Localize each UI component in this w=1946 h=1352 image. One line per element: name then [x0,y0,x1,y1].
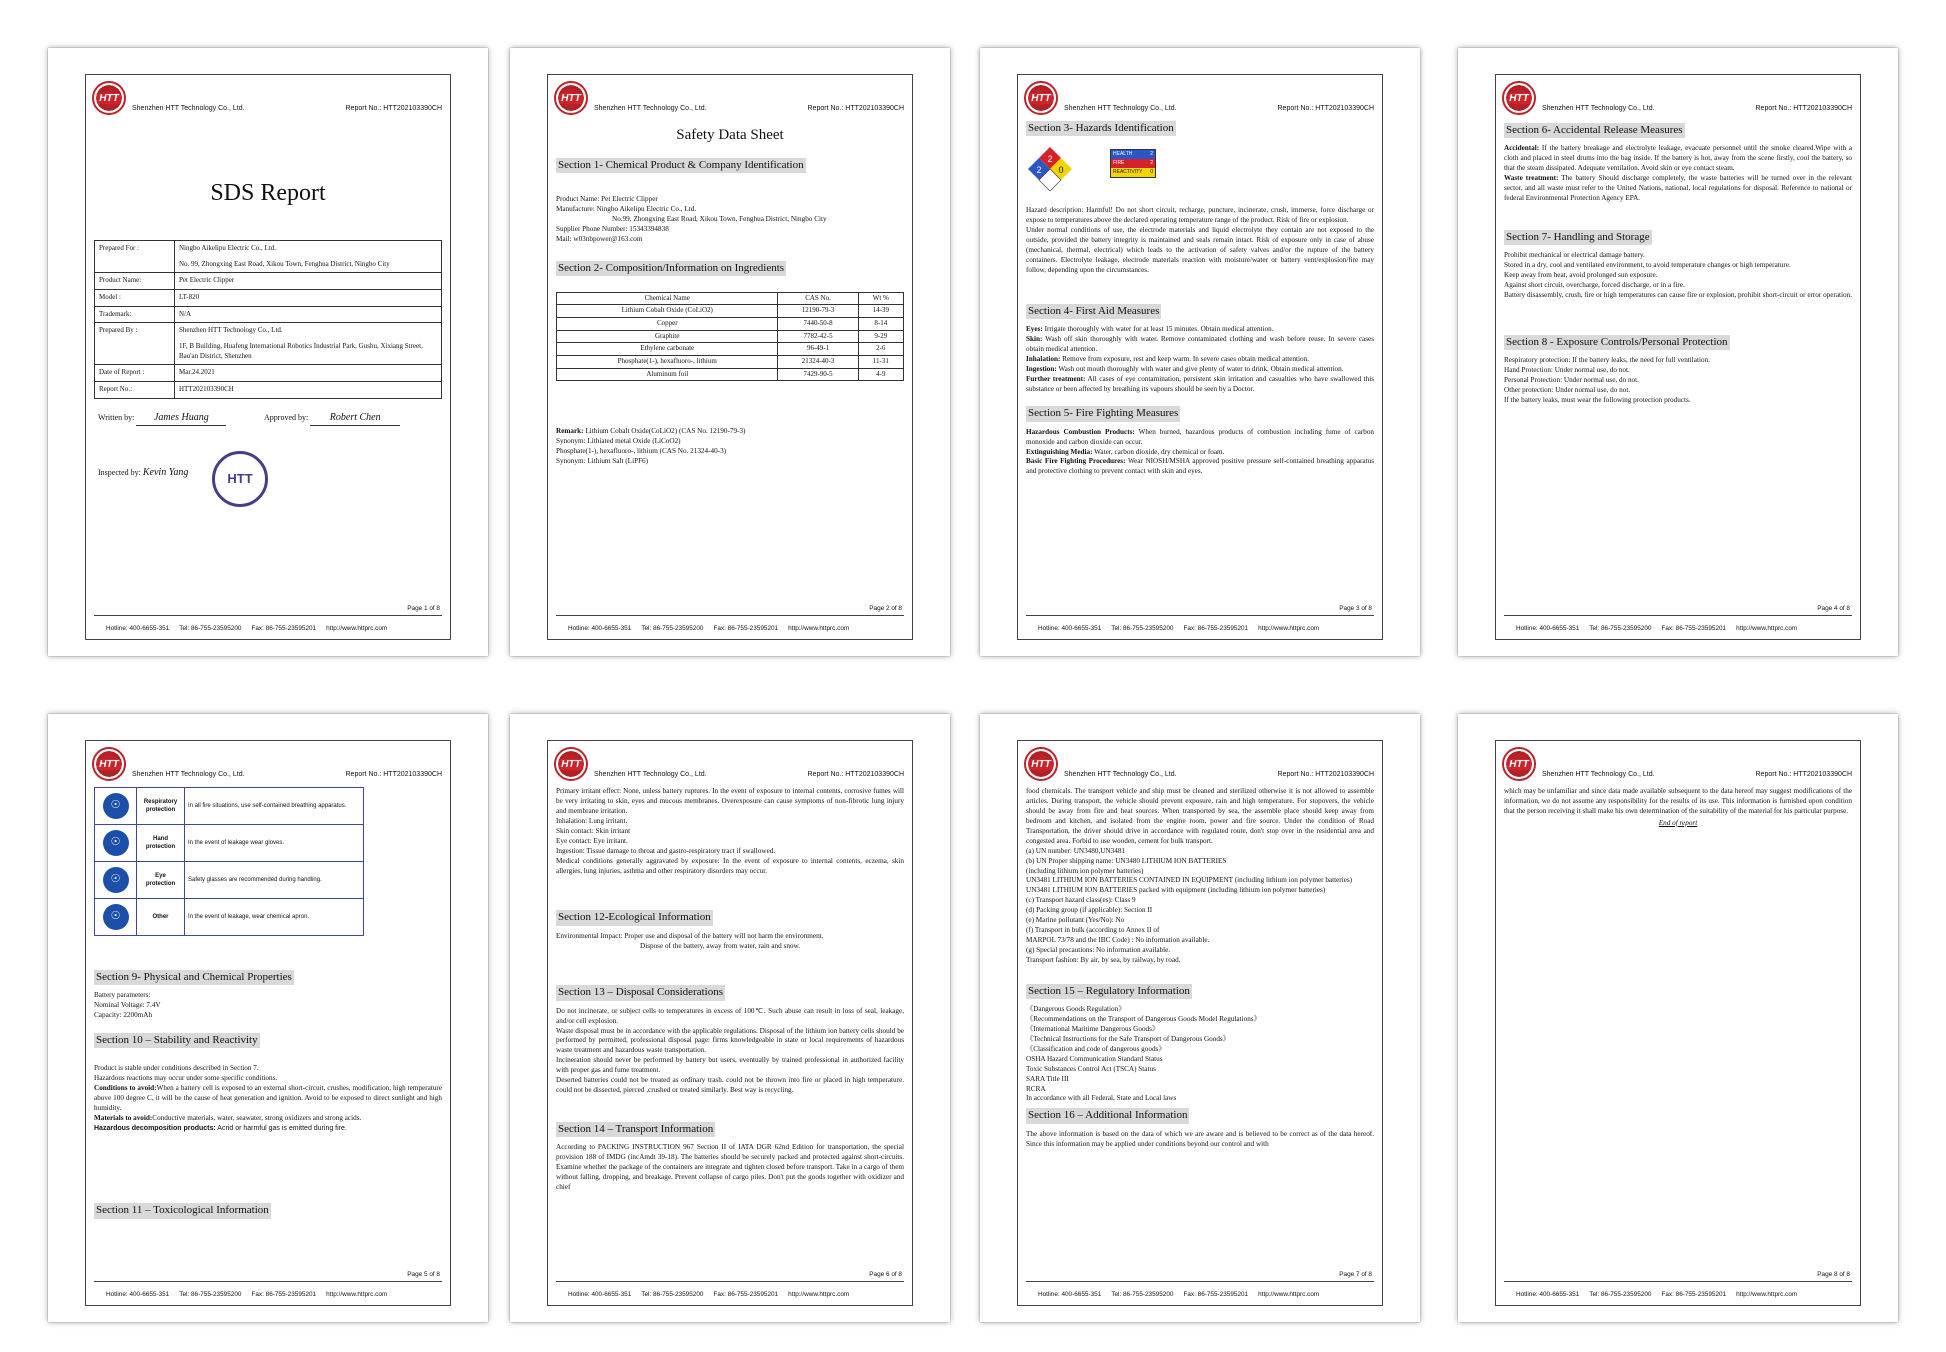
composition-table [556,292,904,382]
table-cell: Phosphate(1-), hexafluoro-, lithium [557,356,778,369]
ppe-name: Eye protection [137,862,185,899]
ppe-row [95,788,364,825]
info-value: Mar.24.2021 [175,365,442,382]
text-line: Waste disposal must be in accordance with the applicable regulations. Disposal of the lithium ion battery cells should be performed by permitted, professional disposal page: firms knowledgeable in state or local requirements of hazardous waste treatment and hazardous waste transportation. [556,1026,904,1055]
section-16-heading: Section 16 – Additional Information [1026,1108,1189,1123]
text-line: Toxic Substances Control Act (TSCA) Status [1026,1064,1156,1073]
text-line: OSHA Hazard Communication Standard Status [1026,1054,1163,1063]
info-value: LT-820 [175,290,442,307]
page-footer: Page 4 of 8 Hotline: 400-6655-351 Tel: 86-755-23595200 Fax: 86-755-23595201 http://www.httprc.com [1504,615,1852,637]
text-line: 《International Maritime Dangerous Goods》 [1026,1024,1160,1033]
ppe-name: Other [137,899,185,936]
page-header: HTT Shenzhen HTT Technology Co., Ltd. Report No.: HTT202103390CH [1022,79,1378,119]
page-footer: Page 6 of 8 Hotline: 400-6655-351 Tel: 86-755-23595200 Fax: 86-755-23595201 http://www.httprc.com [556,1281,904,1303]
sds-title: Safety Data Sheet [676,127,784,143]
page-4: HTT Shenzhen HTT Technology Co., Ltd. Report No.: HTT202103390CH Section 6- Accidental Release Measures Accidental: If the battery breakage and electrolyte leakage, evacuate personnel until the smoke cleared.Wipe with a cloth and placed in steel drums into the bag inside. If the battery is hot, away from the scene firstly, cool the battery, so that the steam dissipated. Adequate ventilation. Avoid skin or eye contact steam. Waste treatment: The battery Should discharge completely, the waste batteries will be turned over in the relevant sector, and all waste must refer to the United Nations, national, local regulations for disposal. Reference to national or federal Environmental Protection Agency EPA. Section 7- Handling and Storage Prohibit mechanical or electrical damage battery. Stored in a dry, cool and ventilated environment, to avoid temperature changes or high temperature. Keep away from heat, avoid prolonged sun exposure. Against short circuit, overcharge, forced discharge, or in a fire. Battery disassembly, crush, fire or high temperatures can cause fire or explosion, prohibit short-circuit or error operation. Section 8 - Exposure Controls/Personal Protection Respiratory protection: If the battery leaks, the need for full ventilation. Hand Protection: Under normal use, do not. Personal Protection: Under normal use, do not. Other protection: Under normal use, do not. If the battery leaks, must wear the following protection products. Page 4 of 8 Hotline: 400-6655-351 Tel: 86-755-23595200 Fax: 86-755-23595201 http://www.httprc.com [1458,48,1898,656]
end-of-report: End of report [1658,818,1698,827]
page-title: SDS Report [210,180,326,206]
table-header: Wt % [858,292,903,305]
info-label: Trademark: [95,306,175,323]
info-label: Model : [95,290,175,307]
ppe-name: Hand protection [137,825,185,862]
info-value: Pet Electric Clipper [175,273,442,290]
ppe-row [95,862,364,899]
text-line: UN3481 LITHIUM ION BATTERIES packed with equipment (including lithium ion polymer batteries) [1026,886,1326,895]
text-line: (b) UN Proper shipping name: UN3480 LITHIUM ION BATTERIES [1026,856,1227,865]
info-label: Prepared For : [95,241,175,273]
text-line: SARA Title III [1026,1074,1069,1083]
htt-logo-icon: HTT [1024,747,1058,781]
table-cell: 7429-90-5 [778,368,858,381]
ppe-icon: ☉ [103,830,129,856]
text-line: (f) Transport in bulk (according to Annex II of [1026,926,1160,935]
section-5-heading: Section 5- Fire Fighting Measures [1026,406,1180,421]
table-cell: 11-31 [858,356,903,369]
info-label: Prepared By : [95,323,175,365]
htt-logo-icon: HTT [1024,81,1058,115]
info-row [95,365,442,382]
table-cell: 2-6 [858,343,903,356]
page-number: Page 1 of 8 [407,605,440,612]
page-3: HTT Shenzhen HTT Technology Co., Ltd. Report No.: HTT202103390CH Section 3- Hazards Identification 2 2 0 HEALTH 2 FIRE 2 REACTIVITY 0 Hazard description: Harmful! Do not short circuit, recharge, puncture, incinerate, crush, immerse, force discharge or expose to temperatures above the declared operating temperature range of the product. Risk of fire or explosion. Under normal conditions of use, the electrode materials and liquid electrolyte they contain are not exposed to the outside, provided the battery integrity is maintained and seals remain intact. Risk of exposure only in case of abuse (mechanical, thermal, electrical) which leads to the activation of safety valves and/or the rupture of the battery containers. Electrolyte leakage, electrode materials reaction with moisture/water or battery vent/explosion/fire may follow, depending upon the circumstances. Section 4- First Aid Measures Eyes: Irrigate thoroughly with water for at least 15 minutes. Obtain medical attention. Skin: Wash off skin thoroughly with water. Remove contaminated clothing and wash before reuse. In severe cases obtain medical attention. Inhalation: Remove from exposure, rest and keep warm. In severe cases obtain medical attention. Ingestion: Wash out mouth thoroughly with water and give plenty of water to drink. Obtain medical attention. Further treatment: All cases of eye contamination, persistent skin irritation and casualties who have swallowed this substance or been affected by breathing its vapours should be seen by a Doctor. Section 5- Fire Fighting Measures Hazardous Combustion Products: When burned, hazardous products of combustion including fume of carbon monoxide and carbon dioxide can occur. Extinguishing Media: Water, carbon dioxide, dry chemical or foam. Basic Fire Fighting Procedures: Wear NIOSH/MSHA approved positive pressure self-contained breathing apparatus and protective clothing to prevent contact with skin and eyes. Page 3 of 8 Hotline: 400-6655-351 Tel: 86-755-23595200 Fax: 86-755-23595201 http://www.httprc.com [980,48,1420,656]
page-6: HTT Shenzhen HTT Technology Co., Ltd. Report No.: HTT202103390CH Primary irritant effect: None, unless battery ruptures. In the event of exposure to internal contents, corrosive fumes will be very irritating to skin, eyes and mucous membranes. Overexposure can cause symptoms of non-fibrotic lung injury and membrane irritation. Inhalation: Lung irritant. Skin contact: Skin irritant Eye contact: Eye irritant. Ingestion: Tissue damage to throat and gastro-respiratory tract if swallowed. Medical conditions generally aggravated by exposure: In the event of exposure to internal contents, eczema, skin allergies, lung injuries, asthma and other respiratory disorders may occur. Section 12-Ecological Information Environmental Impact: Proper use and disposal of the battery will not harm the environment. Dispose of the battery, away from water, rain and snow. Section 13 – Disposal Considerations Do not incinerate, or subject cells to temperatures in excess of 100℃. Such abuse can result in loss of seal, leakage, and/or cell explosion. Waste disposal must be in accordance with the applicable regulations. Disposal of the lithium ion battery cells should be performed by permitted, professional disposal page: firms knowledgeable in state or local requirements of hazardous waste treatment and hazardous waste transportation. Incineration should never be performed by battery but users, eventually by trained professional in authorized facility with proper gas and fume treatment. Deserted batteries could not be treated as ordinary trash. could not be thrown into fire or placed in high temperature. could not be dissected, pierced ,crushed or treated similarly. Best way is recycling. Section 14 – Transport Information According to PACKING INSTRUCTION 967 Section II of IATA DGR 62nd Edition for transportation, the special provision 188 of IMDG (incAmdt 39-18). The batteries should be securely packed and protected against short-circuits. Examine whether the package of the containers are integrate and tighten closed before transport. Take in a cargo of them without falling, dropping, and breakage. Prevent collapse of cargo piles. Don't put the goods together with oxidizer and chief Page 6 of 8 Hotline: 400-6655-351 Tel: 86-755-23595200 Fax: 86-755-23595201 http://www.httprc.com [510,714,950,1322]
table-cell: 7440-50-8 [778,318,858,331]
page-8: HTT Shenzhen HTT Technology Co., Ltd. Report No.: HTT202103390CH which may be unfamiliar and since data made available subsequent to the data hereof may suggest modifications of the information, we do not assume any responsibility for the results of its use. This information is furnished upon condition that the person receiving it shall make his own determination of the suitability of the material for his particular purpose. End of report Page 8 of 8 Hotline: 400-6655-351 Tel: 86-755-23595200 Fax: 86-755-23595201 http://www.httprc.com [1458,714,1898,1322]
ppe-text: In the event of leakage wear gloves. [185,825,364,862]
written-by: Written by: James Huang [98,411,226,426]
text-line: Personal Protection: Under normal use, do not. [1504,375,1639,384]
table-cell: 21324-40-3 [778,356,858,369]
table-cell: Ethylene carbonate [557,343,778,356]
table-cell: 96-49-1 [778,343,858,356]
inspected-by: Inspected by: Kevin Yang [98,467,189,478]
table-cell: Lithium Cobalt Oxide (CoLiO2) [557,305,778,318]
text-line: Stored in a dry, cool and ventilated environment, to avoid temperature changes or high temperature. [1504,260,1791,269]
text-line: RCRA [1026,1084,1046,1093]
text-line: Hand Protection: Under normal use, do not. [1504,365,1630,374]
text-line: Keep away from heat, avoid prolonged sun exposure. [1504,270,1658,279]
text-line: Incineration should never be performed by battery but users, eventually by trained professional in authorized facility with proper gas and fume treatment. [556,1056,904,1075]
text-line: Transport fashion: By air, by sea, by railway, by road. [1026,955,1181,964]
info-value: Shenzhen HTT Technology Co., Ltd. 1F, B Building, Huafeng International Robotics Industrial Park, Gushu, Xixiang Street, Bao'an District, Shenzhen [175,323,442,365]
section-14-heading: Section 14 – Transport Information [556,1122,715,1137]
ppe-name: Respiratory protection [137,788,185,825]
page-header: HTT Shenzhen HTT Technology Co., Ltd. Report No.: HTT202103390CH [1022,745,1378,785]
table-cell: Copper [557,318,778,331]
section-12-heading: Section 12-Ecological Information [556,910,713,925]
written-signature: James Huang [136,411,226,426]
table-cell: 12190-79-3 [778,305,858,318]
text-line: Other protection: Under normal use, do not. [1504,385,1631,394]
text-line: Do not incinerate, or subject cells to temperatures in excess of 100℃. Such abuse can result in loss of seal, leakage, and/or cell explosion. [556,1006,904,1025]
ppe-text: Safety glasses are recommended during handling. [185,862,364,899]
text-line: MARPOL 73/78 and the IBC Code) : No information available. [1026,936,1210,945]
text-line: UN3481 LITHIUM ION BATTERIES CONTAINED IN EQUIPMENT (including lithium ion polymer batteries) [1026,876,1353,885]
text-line: Respiratory protection: If the battery leaks, the need for full ventilation. [1504,355,1710,364]
company-stamp-icon: HTT [212,451,268,507]
ppe-text: In the event of leakage, wear chemical apron. [185,899,364,936]
ppe-row [95,899,364,936]
ppe-table [94,787,364,936]
text-line: (c) Transport hazard class(es): Class 9 [1026,896,1136,905]
table-cell: Aluminum foil [557,368,778,381]
table-cell: Graphite [557,330,778,343]
text-line: Skin contact: Skin irritant [556,826,631,835]
ppe-icon: ☉ [103,867,129,893]
nfpa-diamond-icon [1028,147,1072,191]
section-7-heading: Section 7- Handling and Storage [1504,230,1652,245]
hmis-label [1110,149,1156,178]
section-15-heading: Section 15 – Regulatory Information [1026,984,1192,999]
info-label: Date of Report : [95,365,175,382]
table-row [557,343,904,356]
text-line: (e) Marine pollutant (Yes/No): No [1026,916,1125,925]
table-row [557,356,904,369]
section-3-heading: Section 3- Hazards Identification [1026,121,1176,136]
page-footer: Page 5 of 8 Hotline: 400-6655-351 Tel: 86-755-23595200 Fax: 86-755-23595201 http://www.httprc.com [94,1281,442,1303]
table-cell: 8-14 [858,318,903,331]
section-10-heading: Section 10 – Stability and Reactivity [94,1033,260,1048]
page-footer: Page 2 of 8 Hotline: 400-6655-351 Tel: 86-755-23595200 Fax: 86-755-23595201 http://www.httprc.com [556,615,904,637]
section-1-heading: Section 1- Chemical Product & Company Identification [556,158,806,173]
text-line: 《Classification and code of dangerous goods》 [1026,1044,1166,1053]
info-row [95,241,442,273]
text-line: Against short circuit, overcharge, forced discharge, or in a fire. [1504,280,1685,289]
page-footer: Page 8 of 8 Hotline: 400-6655-351 Tel: 86-755-23595200 Fax: 86-755-23595201 http://www.httprc.com [1504,1281,1852,1303]
section-2-heading: Section 2- Composition/Information on Ingredients [556,261,786,276]
page-1 [48,48,488,656]
table-cell: 7782-42-5 [778,330,858,343]
info-row [95,382,442,399]
text-line: 《Recommendations on the Transport of Dangerous Goods Model Regulations》 [1026,1014,1261,1023]
report-info-table [94,240,442,399]
section-4-heading: Section 4- First Aid Measures [1026,304,1161,319]
page-header: HTT Shenzhen HTT Technology Co., Ltd. Report No.: HTT202103390CH [1500,745,1856,785]
info-value: N/A [175,306,442,323]
text-line: If the battery leaks, must wear the following protection products. [1504,395,1691,404]
page-footer: Page 1 of 8 Hotline: 400-6655-351 Tel: 86-755-23595200 Fax: 86-755-23595201 http://www.httprc.com [94,615,442,637]
htt-logo-icon: HTT [554,747,588,781]
ppe-row [95,825,364,862]
htt-logo-icon: HTT [1502,81,1536,115]
approved-by: Approved by: Robert Chen [264,411,400,426]
page-header: HTT Shenzhen HTT Technology Co., Ltd. Report No.: HTT202103390CH [552,79,908,119]
page-header: HTT Shenzhen HTT Technology Co., Ltd. Report No.: HTT202103390CH [552,745,908,785]
page-header [90,79,446,119]
text-line: Inhalation: Lung irritant. [556,816,628,825]
info-value: Ningbo Aikelipu Electric Co., Ltd. No. 99, Zhongxing East Road, Xikou Town, Fenghua District, Ningbo City [175,241,442,273]
text-line: Primary irritant effect: None, unless battery ruptures. In the event of exposure to internal contents, corrosive fumes will be very irritating to skin, eyes and mucous membranes. Overexposure can cause symptoms of non-fibrotic lung injury and membrane irritation. [556,787,904,815]
info-row [95,290,442,307]
text-line: Prohibit mechanical or electrical damage battery. [1504,250,1645,259]
ppe-icon: ☉ [103,904,129,930]
table-row [557,305,904,318]
info-row [95,306,442,323]
info-value: HTT202103390CH [175,382,442,399]
page-header: HTT Shenzhen HTT Technology Co., Ltd. Report No.: HTT202103390CH [90,745,446,785]
ppe-text: In all fire situations, use self-contained breathing apparatus. [185,788,364,825]
hmis-row: FIRE 2 [1113,160,1153,167]
htt-logo-icon: HTT [554,81,588,115]
text-line: (g) Special precautions: No information available. [1026,946,1171,954]
ppe-icon: ☉ [103,793,129,819]
page-header: HTT Shenzhen HTT Technology Co., Ltd. Report No.: HTT202103390CH [1500,79,1856,119]
htt-logo-icon: HTT [1502,747,1536,781]
text-line: (d) Packing group (if applicable): Section II [1026,906,1153,915]
table-cell: 9-29 [858,330,903,343]
text-line: Eye contact: Eye irritant. [556,836,628,845]
text-line: Ingestion: Tissue damage to throat and gastro-respiratory tract if swallowed. [556,846,776,855]
htt-logo-icon: HTT [92,81,126,115]
hmis-row: REACTIVITY 0 [1113,169,1153,176]
section-11-heading: Section 11 – Toxicological Information [94,1203,271,1218]
text-line: (including lithium ion polymer batteries) [1026,866,1144,875]
info-label: Product Name: [95,273,175,290]
page-footer: Page 7 of 8 Hotline: 400-6655-351 Tel: 86-755-23595200 Fax: 86-755-23595201 http://www.httprc.com [1026,1281,1374,1303]
text-line: 《Technical Instructions for the Safe Transport of Dangerous Goods》 [1026,1034,1230,1043]
table-header: CAS No. [778,292,858,305]
inspected-signature: Kevin Yang [142,467,189,478]
text-line: In accordance with all Federal, State and Local laws [1026,1094,1177,1103]
table-cell: 14-39 [858,305,903,318]
page-2: HTT Shenzhen HTT Technology Co., Ltd. Report No.: HTT202103390CH Safety Data Sheet Section 1- Chemical Product & Company Identification Product Name: Pet Electric Clipper Manufacture: Ningbo Aikelipu Electric Co., Ltd. No.99, Zhongxing East Road, Xikou Town, Fenghua District, Ningbo City Supplier Phone Number: 15343394838 Mail: w03nbpower@163.com Section 2- Composition/Information on Ingredients Chemical Name CAS No. Wt % Lithium Cobalt Oxide (CoLiO2) 12190-79-3 14-39 Copper 7440-50-8 8-14 Graphite 7782-42-5 9-29 Ethylene carbonate 96-49-1 2-6 Phosphate(1-), hexafluoro-, lithium 21324-40-3 11-31 Aluminum foil 7429-90-5 4-9 Remark: Lithium Cobalt Oxide(CoLiO2) (CAS No. 12190-79-3) Synonym: Lithiated metal Oxide (LiCoO2) Phosphate(1-), hexafluoro-, lithium (CAS No. 21324-40-3) Synonym: Lithium Salt (LiPF6) Page 2 of 8 Hotline: 400-6655-351 Tel: 86-755-23595200 Fax: 86-755-23595201 http://www.httprc.com [510,48,950,656]
section-9-heading: Section 9- Physical and Chemical Properties [94,970,294,985]
page-7: HTT Shenzhen HTT Technology Co., Ltd. Report No.: HTT202103390CH food chemicals. The transport vehicle and ship must be cleaned and sterilized otherwise it is not allowed to assemble articles. During transport, the vehicle should prevent exposure, rain and high temperature. For stopovers, the vehicle should be away from fire and heat sources. When transported by sea, the assemble place should keep away from bedroom and kitchen, and isolated from the engine room, power and fire source. Under the condition of Road Transportation, the driver should drive in accordance with regulated route, don't stop over in the residential area and congested area. Forbid to use wooden, cement for bulk transport. (a) UN number: UN3480,UN3481 (b) UN Proper shipping name: UN3480 LITHIUM ION BATTERIES (including lithium ion polymer batteries) UN3481 LITHIUM ION BATTERIES CONTAINED IN EQUIPMENT (including lithium ion polymer batteries) UN3481 LITHIUM ION BATTERIES packed with equipment (including lithium ion polymer batteries) (c) Transport hazard class(es): Class 9 (d) Packing group (if applicable): Section II (e) Marine pollutant (Yes/No): No (f) Transport in bulk (according to Annex II of MARPOL 73/78 and the IBC Code) : No information available. (g) Special precautions: No information available. Transport fashion: By air, by sea, by railway, by road. Section 15 – Regulatory Information 《Dangerous Goods Regulation》 《Recommendations on the Transport of Dangerous Goods Model Regulations》 《International Maritime Dangerous Goods》 《Technical Instructions for the Safe Transport of Dangerous Goods》 《Classification and code of dangerous goods》 OSHA Hazard Communication Standard Status Toxic Substances Control Act (TSCA) Status SARA Title III RCRA In accordance with all Federal, State and Local laws Section 16 – Additional Information The above information is based on the data of which we are aware and is believed to be correct as of the data hereof. Since this information may be applied under conditions beyond our control and with Page 7 of 8 Hotline: 400-6655-351 Tel: 86-755-23595200 Fax: 86-755-23595201 http://www.httprc.com [980,714,1420,1322]
product-name: Pet Electric Clipper [601,194,658,203]
text-line: Deserted batteries could not be treated as ordinary trash. could not be thrown into fire or placed in high temperature. could not be dissected, pierced ,crushed or treated similarly. Best way is recycling. [556,1076,904,1095]
page-5: HTT Shenzhen HTT Technology Co., Ltd. Report No.: HTT202103390CH ☉ Respiratory protection In all fire situations, use self-contained breathing apparatus. ☉ Hand protection In the event of leakage wear gloves. ☉ Eye protection Safety glasses are recommended during handling. ☉ Other In the event of leakage, wear chemical apron. Section 9- Physical and Chemical Properties Battery parameters: Nominal Voltage: 7.4V Capacity: 2200mAh Section 10 – Stability and Reactivity Product is stable under conditions described in Section 7. Hazardous reactions may occur under some specific conditions. Conditions to avoid:When a battery cell is exposed to an external short-circuit, crushes, modification, high temperature above 100 degree C, it will be the cause of heat generation and ignition. Avoid to be exposed to direct sunlight and high humidity. Materials to avoid:Conductive materials, water, seawater, strong oxidizers and strong acids. Hazardous decomposition products: Acrid or harmful gas is emitted during fire. Section 11 – Toxicological Information Page 5 of 8 Hotline: 400-6655-351 Tel: 86-755-23595200 Fax: 86-755-23595201 http://www.httprc.com [48,714,488,1322]
approved-signature: Robert Chen [310,411,400,426]
company-name: Shenzhen HTT Technology Co., Ltd. [132,105,245,112]
nfpa-fire: 2 [1047,154,1053,164]
table-header: Chemical Name [557,292,778,305]
section-8-heading: Section 8 - Exposure Controls/Personal Protection [1504,335,1730,350]
table-row [557,330,904,343]
info-label: Report No.: [95,382,175,399]
hmis-row: HEALTH 2 [1113,151,1153,158]
page-footer: Page 3 of 8 Hotline: 400-6655-351 Tel: 86-755-23595200 Fax: 86-755-23595201 http://www.httprc.com [1026,615,1374,637]
nfpa-reactivity: 0 [1058,165,1064,175]
table-row [557,318,904,331]
section-13-heading: Section 13 – Disposal Considerations [556,985,725,1000]
text-line: 《Dangerous Goods Regulation》 [1026,1005,1126,1014]
info-row [95,323,442,365]
info-row [95,273,442,290]
section-6-heading: Section 6- Accidental Release Measures [1504,123,1685,138]
table-row [557,368,904,381]
table-cell: 4-9 [858,368,903,381]
nfpa-health: 2 [1036,165,1042,175]
htt-logo-icon: HTT [92,747,126,781]
text-line: (a) UN number: UN3480,UN3481 [1026,846,1126,855]
text-line: Medical conditions generally aggravated by exposure: In the event of exposure to internal contents, eczema, skin allergies, lung injuries, asthma and other respiratory disorders may occur. [556,856,904,875]
text-line: Battery disassembly, crush, fire or high temperatures can cause fire or explosion, prohibit short-circuit or error operation. [1504,290,1853,299]
report-number: Report No.: HTT202103390CH [345,105,442,112]
